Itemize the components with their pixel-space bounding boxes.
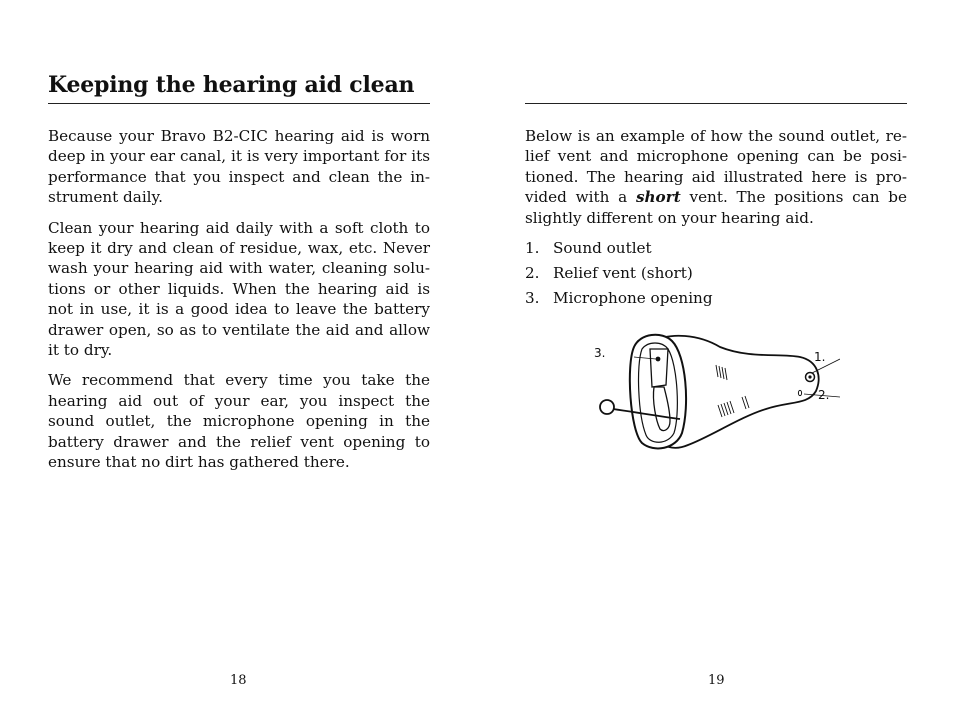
intro-paragraph: Below is an example of how the sound outlet, relief vent and microphone opening can be positioned. The hearing aid illustrated here is provided with a short vent. The positions can be slightly different on your hearing aid. <box>525 127 907 227</box>
callout-label-1: 1. <box>814 350 826 364</box>
short-emphasis: short <box>635 188 681 207</box>
callout-label-3: 3. <box>594 346 606 360</box>
parts-list <box>525 238 907 308</box>
left-page <box>48 0 430 709</box>
list-item: 2. Relief vent (short) <box>525 263 693 282</box>
callout-label-2: 2. <box>818 388 830 402</box>
left-body <box>48 126 430 483</box>
paragraph-3: We recommend that every time you take the hearing aid out of your ear, you inspect the sound outlet, the microphone opening in the battery drawer and the relief vent opening to ensure that no dirt has gathered there. <box>48 371 430 472</box>
header-rule <box>525 103 907 104</box>
right-page <box>525 0 907 709</box>
battery-door <box>650 349 668 387</box>
paragraph-1: Because your Bravo B2-CIC hearing aid is worn deep in your ear canal, it is very important for its performance that you inspect and clean the instrument daily. <box>48 127 430 207</box>
page-number-left: 18 <box>230 673 247 688</box>
removal-cord-knob <box>600 400 614 414</box>
page-title: Keeping the hearing aid clean <box>48 72 415 98</box>
page-number-right: 19 <box>708 673 725 688</box>
list-item: 1. Sound outlet <box>525 239 652 258</box>
microphone-opening-dot <box>656 357 661 362</box>
title-rule <box>48 103 430 104</box>
right-body <box>525 126 907 313</box>
list-item: 3. Microphone opening <box>525 288 713 307</box>
paragraph-2: Clean your hearing aid daily with a soft cloth to keep it dry and clean of residue, wax, etc. Never wash your hearing aid with water, cleaning solutions or other liquids. When the hearing aid is not in use, it is a good idea to leave the battery drawer open, so as to ventilate the aid and allow it to dry. <box>48 218 430 360</box>
hearing-aid-diagram <box>590 325 840 455</box>
callout-labels-right <box>810 342 840 412</box>
